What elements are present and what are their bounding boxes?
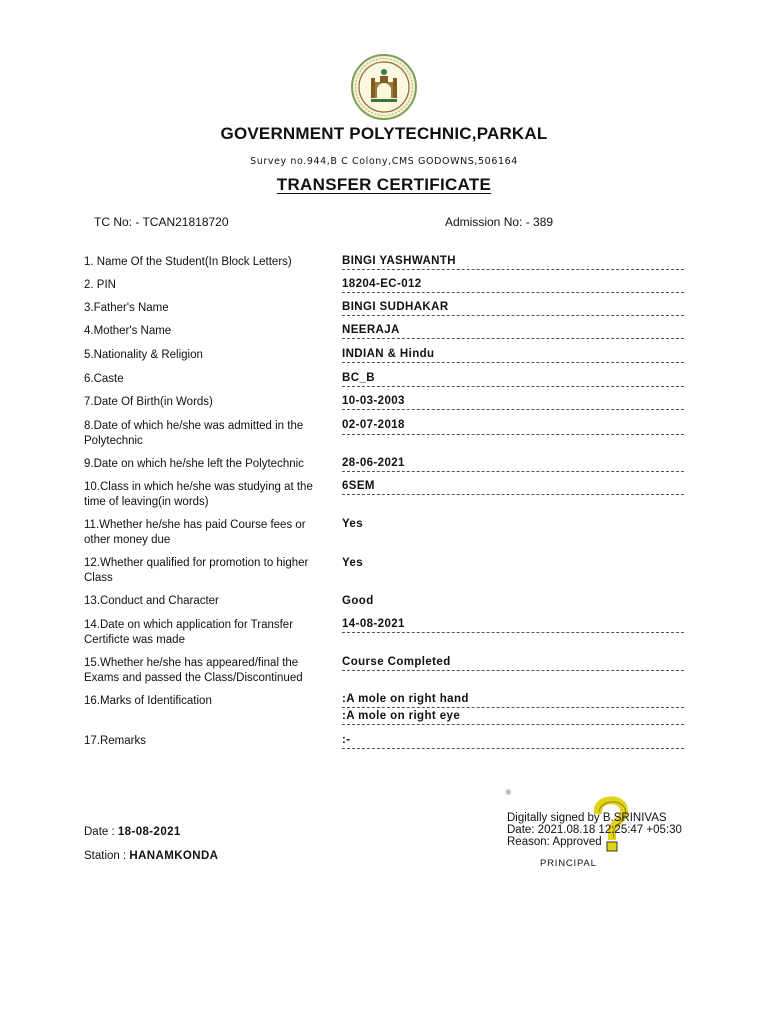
issue-date	[84, 826, 181, 838]
principal-label: PRINCIPAL	[540, 858, 597, 869]
station	[84, 850, 218, 862]
field-label-mother: 4.Mother's Name	[84, 325, 172, 337]
field-label-fees: 11.Whether he/she has paid Course fees or other money due	[84, 519, 306, 546]
issue-date-label: Date :	[84, 826, 118, 838]
field-value-name: BINGI YASHWANTH	[342, 255, 684, 270]
field-value-fees: Yes	[342, 518, 364, 530]
field-label-conduct: 13.Conduct and Character	[84, 595, 219, 607]
field-label-dob: 7.Date Of Birth(in Words)	[84, 396, 213, 408]
field-value-caste: BC_B	[342, 372, 684, 387]
field-label-left-date: 9.Date on which he/she left the Polytechnic	[84, 458, 304, 470]
document-title	[0, 175, 768, 195]
signature-line-date: Date: 2021.08.18 12:25:47 +05:30	[507, 824, 682, 836]
document-title-text: TRANSFER CERTIFICATE	[276, 175, 492, 194]
field-value-exam-status: Course Completed	[342, 656, 684, 671]
field-label-remarks: 17.Remarks	[84, 735, 146, 747]
signature-marker-icon: ※	[505, 788, 512, 797]
signature-line-reason: Reason: Approved	[507, 836, 602, 848]
field-label-exam-status: 15.Whether he/she has appeared/final the Exams and passed the Class/Discontinued	[84, 657, 303, 684]
tc-number: TC No: - TCAN21818720	[94, 215, 229, 229]
issue-date-value: 18-08-2021	[117, 826, 181, 838]
field-label-class: 10.Class in which he/she was studying at the time of leaving(in words)	[84, 481, 313, 508]
field-value-promotion: Yes	[342, 557, 364, 569]
station-value: HANAMKONDA	[129, 850, 219, 862]
field-value-left-date: 28-06-2021	[342, 457, 684, 472]
field-value-identification-2: :A mole on right eye	[342, 710, 684, 725]
field-value-remarks: :-	[342, 734, 684, 749]
field-value-identification-1: :A mole on right hand	[342, 693, 684, 708]
field-label-caste: 6.Caste	[84, 373, 124, 385]
digital-signature[interactable]	[507, 812, 682, 848]
field-value-class: 6SEM	[342, 480, 684, 495]
field-value-admitted-date: 02-07-2018	[342, 419, 684, 435]
field-value-dob: 10-03-2003	[342, 395, 684, 410]
field-label-name: 1. Name Of the Student(In Block Letters)	[84, 256, 292, 268]
field-label-identification: 16.Marks of Identification	[84, 695, 212, 707]
institution-address: Survey no.944,B C Colony,CMS GODOWNS,506164	[250, 156, 518, 167]
field-label-father: 3.Father's Name	[84, 302, 169, 314]
field-label-pin: 2. PIN	[84, 279, 116, 291]
field-value-nationality: INDIAN & Hindu	[342, 348, 684, 363]
field-label-promotion: 12.Whether qualified for promotion to higher Class	[84, 557, 309, 584]
institution-name: GOVERNMENT POLYTECHNIC,PARKAL	[220, 124, 548, 143]
field-value-mother: NEERAJA	[342, 324, 684, 339]
field-label-nationality: 5.Nationality & Religion	[84, 349, 203, 361]
station-label: Station :	[84, 850, 130, 862]
government-seal-icon	[351, 54, 417, 120]
field-value-conduct: Good	[342, 595, 374, 607]
signature-line-signer: Digitally signed by B.SRINIVAS	[507, 812, 667, 824]
field-value-father: BINGI SUDHAKAR	[342, 301, 684, 316]
field-label-admitted-date: 8.Date of which he/she was admitted in the Polytechnic	[84, 420, 304, 447]
field-label-application-date: 14.Date on which application for Transfer Certificte was made	[84, 619, 294, 646]
admission-number: Admission No: - 389	[445, 215, 554, 229]
field-value-application-date: 14-08-2021	[342, 618, 684, 633]
field-value-pin: 18204-EC-012	[342, 278, 684, 293]
